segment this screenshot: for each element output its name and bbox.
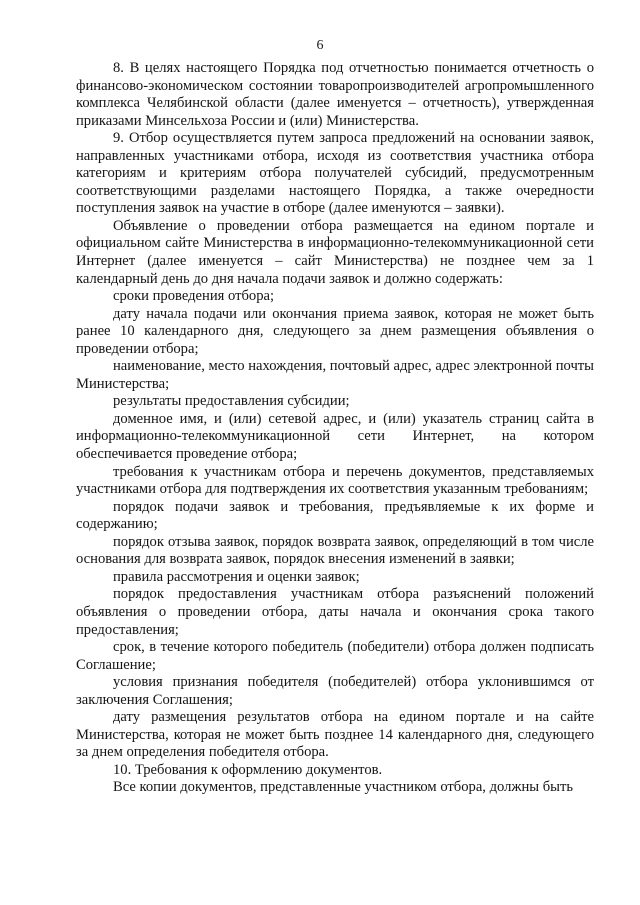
paragraph-9: 9. Отбор осуществляется путем запроса предложений на основании заявок, направленных участниками отбора, исходя из соответствия участника отбора категориям и критериям отбора получателей субсидий, предусмотренным соответствующими разделами настоящего Порядка, а также очередности поступления заявок на участие в отборе (далее именуются – заявки). xyxy=(76,130,594,217)
list-item-review-rules: правила рассмотрения и оценки заявок; xyxy=(113,568,360,585)
paragraph-10-heading: 10. Требования к оформлению документов. xyxy=(113,761,383,778)
list-item-subsidy-results: результаты предоставления субсидии; xyxy=(113,393,350,410)
list-item-clarifications: порядок предоставления участникам отбора разъяснений положений объявления о проведении отбора, даты начала и окончания срока такого предоставления; xyxy=(76,586,594,638)
document-body xyxy=(76,60,594,797)
list-item-signing-term: срок, в течение которого победитель (победители) отбора должен подписать Соглашение; xyxy=(76,639,594,673)
list-item-results-publication: дату размещения результатов отбора на едином портале и на сайте Министерства, которая не может быть позднее 14 календарного дня, следующего за днем определения победителя отбора. xyxy=(76,709,594,761)
list-item-submission-date: дату начала подачи или окончания приема заявок, которая не может быть ранее 10 календарного дня, следующего за днем размещения объявления о проведении отбора; xyxy=(76,305,594,357)
list-item-domain-name: доменное имя, и (или) сетевой адрес, и (или) указатель страниц сайта в информационно-телекоммуникационной сети Интернет, на котором обеспечивается проведение отбора; xyxy=(76,410,594,463)
list-item-evasion-conditions: условия признания победителя (победителей) отбора уклонившимся от заключения Соглашения; xyxy=(76,674,594,708)
paragraph-8: 8. В целях настоящего Порядка под отчетностью понимается отчетность о финансово-экономическом состоянии товаропроизводителей агропромышленного комплекса Челябинской области (далее именуется – отчетность), утвержденная приказами Минсельхоза России и (или) Министерства. xyxy=(76,60,594,129)
list-item-selection-dates: сроки проведения отбора; xyxy=(113,288,275,305)
announcement-paragraph: Объявление о проведении отбора размещается на едином портале и официальном сайте Министерства в информационно-телекоммуникационной сети Интернет (далее именуется – сайт Министерства) не позднее чем за 1 календарный день до дня начала подачи заявок и должно содержать: xyxy=(76,217,594,287)
list-item-application-procedure: порядок подачи заявок и требования, предъявляемые к их форме и содержанию; xyxy=(76,498,594,533)
list-item-participant-requirements: требования к участникам отбора и перечень документов, представляемых участниками отбора для подтверждения их соответствия указанным требованиям; xyxy=(76,463,594,498)
page-number: 6 xyxy=(316,38,324,53)
paragraph-document-copies: Все копии документов, представленные участником отбора, должны быть xyxy=(113,779,574,796)
list-item-ministry-contacts: наименование, место нахождения, почтовый адрес, адрес электронной почты Министерства; xyxy=(76,358,594,392)
list-item-withdrawal-procedure: порядок отзыва заявок, порядок возврата заявок, определяющий в том числе основания для возврата заявок, порядок внесения изменений в заявки; xyxy=(76,533,594,568)
